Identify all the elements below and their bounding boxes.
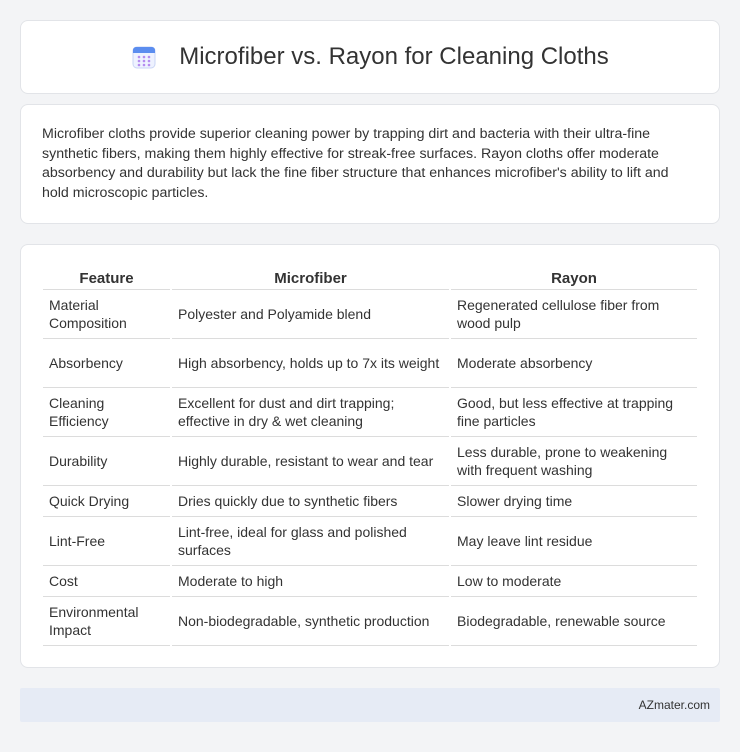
feature-cell: Material Composition bbox=[43, 290, 170, 339]
rayon-cell: Low to moderate bbox=[451, 566, 697, 597]
microfiber-cell: Lint-free, ideal for glass and polished surfaces bbox=[172, 517, 449, 566]
microfiber-cell: Non-biodegradable, synthetic production bbox=[172, 597, 449, 646]
table-row bbox=[43, 290, 697, 339]
table-row bbox=[43, 339, 697, 388]
rayon-cell: Good, but less effective at trapping fine particles bbox=[451, 388, 697, 437]
microfiber-cell: Polyester and Polyamide blend bbox=[172, 290, 449, 339]
table-row bbox=[43, 388, 697, 437]
feature-cell: Absorbency bbox=[43, 339, 170, 388]
table-row bbox=[43, 566, 697, 597]
title-card bbox=[20, 20, 720, 94]
rayon-cell: Biodegradable, renewable source bbox=[451, 597, 697, 646]
calendar-icon bbox=[131, 44, 157, 70]
table-header-row bbox=[43, 265, 697, 290]
feature-cell: Durability bbox=[43, 437, 170, 486]
rayon-cell: May leave lint residue bbox=[451, 517, 697, 566]
feature-cell: Environmental Impact bbox=[43, 597, 170, 646]
table-row bbox=[43, 486, 697, 517]
rayon-cell: Slower drying time bbox=[451, 486, 697, 517]
microfiber-cell: Excellent for dust and dirt trapping; effective in dry & wet cleaning bbox=[172, 388, 449, 437]
intro-card bbox=[20, 104, 720, 224]
rayon-cell: Regenerated cellulose fiber from wood pulp bbox=[451, 290, 697, 339]
microfiber-cell: Highly durable, resistant to wear and tear bbox=[172, 437, 449, 486]
intro-text: Microfiber cloths provide superior cleaning power by trapping dirt and bacteria with their ultra-fine synthetic fibers, making them highly effective for streak-free surfaces. Rayon cloths offer moderate absorbency and durability but lack the fine fiber structure that enhances microfiber's ability to lift and hold microscopic particles. bbox=[42, 126, 669, 201]
comparison-table bbox=[41, 265, 699, 646]
feature-cell: Cost bbox=[43, 566, 170, 597]
header-microfiber: Microfiber bbox=[172, 265, 449, 290]
comparison-card bbox=[20, 244, 720, 668]
microfiber-cell: Dries quickly due to synthetic fibers bbox=[172, 486, 449, 517]
rayon-cell: Less durable, prone to weakening with frequent washing bbox=[451, 437, 697, 486]
footer-bar bbox=[20, 688, 720, 722]
table-row bbox=[43, 437, 697, 486]
header-feature: Feature bbox=[43, 265, 170, 290]
table-row bbox=[43, 517, 697, 566]
rayon-cell: Moderate absorbency bbox=[451, 339, 697, 388]
microfiber-cell: Moderate to high bbox=[172, 566, 449, 597]
feature-cell: Lint-Free bbox=[43, 517, 170, 566]
header-rayon: Rayon bbox=[451, 265, 697, 290]
table-row bbox=[43, 597, 697, 646]
page-title: Microfiber vs. Rayon for Cleaning Cloths bbox=[179, 43, 609, 70]
feature-cell: Quick Drying bbox=[43, 486, 170, 517]
footer-source-link[interactable]: AZmater.com bbox=[638, 698, 710, 712]
title-row bbox=[131, 43, 609, 71]
feature-cell: Cleaning Efficiency bbox=[43, 388, 170, 437]
microfiber-cell: High absorbency, holds up to 7x its weight bbox=[172, 339, 449, 388]
